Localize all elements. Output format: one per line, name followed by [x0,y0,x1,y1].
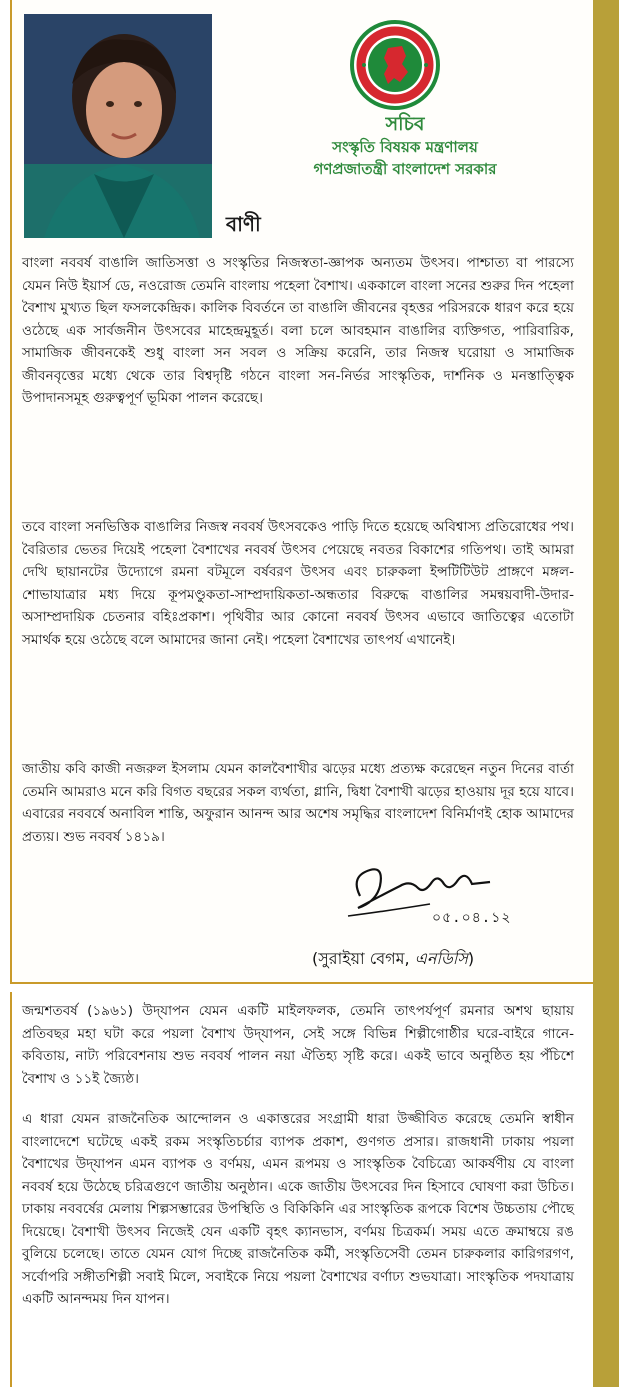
signatory-suffix: এনডিসি [414,949,468,968]
secretary-portrait [24,14,212,238]
article-paragraph-1: জন্মশতবর্ষ (১৯৬১) উদ্‌যাপন যেমন একটি মাইলফলক, তেমনি তাৎপর্যপূর্ণ রমনার অশথ ছায়ায় প্রতিবছর মহা ঘটা করে পয়লা বৈশাখ উদ্‌যাপন, সেই সঙ্গে বিভিন্ন শিল্পীগোষ্ঠীর ঘরে-বাইরে গানে-কবিতায়, নাট্য পরিবেশনায় শুভ নববর্ষ পালন নয়া ঐতিহ্য সৃষ্টি করে। একই ভাবে অনুষ্ঠিত হয় পঁচিশে বৈশাখ ও ১১ই জ্যৈষ্ঠ। [22,1003,574,1087]
sender-title-block [240,112,570,180]
government-seal-logo [350,20,440,110]
position-title: সচিব [385,113,425,135]
message-paragraph-2: তবে বাংলা সনভিত্তিক বাঙালির নিজস্ব নববর্ষ উৎসবকেও পাড়ি দিতে হয়েছে অবিশ্বাস্য প্রতিরোধের পথ। বৈরিতার ভেতর দিয়েই পহেলা বৈশাখের নববর্ষ উৎসব পেয়েছে নবতর বিকাশের গতিপথ। তাই আমরা দেখি ছায়ানটের উদ্যোগে রমনা বটমূলে বর্ষবরণ উৎসব এবং চারুকলা ইন্সটিটিউট প্রাঙ্গণে মঙ্গল-শোভাযাত্রার মধ্য দিয়ে কূপমণ্ডুকতা-সাম্প্রদায়িকতা-অন্ধতার বিরুদ্ধে বাঙালির সমন্বয়বাদী-উদার-অসাম্প্রদায়িক চেতনার বহিঃপ্রকাশ। পৃথিবীর আর কোনো নববর্ষ উৎসব এভাবে জাতিত্বের এতোটা সমার্থক হয়ে ওঠেছে বলে আমাদের জানা নেই। পহেলা বৈশাখের তাৎপর্য এখানেই। [22,519,574,648]
decorative-gold-strip [593,0,619,1387]
message-paragraph-3: জাতীয় কবি কাজী নজরুল ইসলাম যেমন কালবৈশাখীর ঝড়ের মধ্যে প্রত্যক্ষ করেছেন নতুন দিনের বার্তা তেমনি আমরাও মনে করি বিগত বছরের সকল ব্যর্থতা, গ্লানি, দ্বিধা বৈশাখী ঝড়ের হাওয়ায় দূর হয়ে যাবে। এবারের নববর্ষে অনাবিল শান্তি, অফুরান আনন্দ আর অশেষ সমৃদ্ধির বাংলাদেশ বিনির্মাণই হোক আমাদের প্রত্যয়। শুভ নববর্ষ ১৪১৯। [22,761,574,845]
message-paragraph-1: বাংলা নববর্ষ বাঙালি জাতিসত্তা ও সংস্কৃতির নিজস্বতা-জ্ঞাপক অন্যতম উৎসব। পাশ্চাত্য বা পারস্যে যেমন নিউ ইয়ার্স ডে, নওরোজ তেমনি বাংলায় পহেলা বৈশাখ। এককালে বাংলা সনের শুরুর দিন পহেলা বৈশাখ মুখ্যত ছিল ফসলকেন্দ্রিক। কালিক বিবর্তনে তা বাঙালি জীবনের বৃহত্তর পরিসরকে ধারণ করে হয়ে ওঠেছে এক সার্বজনীন উৎসবের মাহেন্দ্রমুহূর্ত। বলা চলে আবহমান বাঙালির ব্যক্তিগত, পারিবারিক, সামাজিক জীবনকেই শুধু বাংলা সন সবল ও সক্রিয় করেনি, তার নিজস্ব ঘরোয়া ও সামাজিক জীবনবৃত্তের মধ্যে থেকে তার বিশ্বদৃষ্টি গঠনে বাংলা সন-নির্ভর সাংস্কৃতিক, দার্শনিক ও মনস্তাত্ত্বিক উপাদানসমূহ গুরুত্বপূর্ণ ভূমিকা পালন করেছে। [22,255,574,406]
section-divider [0,984,593,992]
signatory-name-text: (সুরাইয়া বেগম, [312,949,415,968]
government-name: গণপ্রজাতন্ত্রী বাংলাদেশ সরকার [313,160,497,178]
article-paragraph-2: এ ধারা যেমন রাজনৈতিক আন্দোলন ও একাত্তরের সংগ্রামী ধারা উজ্জীবিত করেছে তেমনি স্বাধীন বাংলাদেশে ঘটেছে একই রকম সংস্কৃতিচর্চার ব্যাপক প্রকাশ, গুণগত প্রসার। রাজধানী ঢাকায় পয়লা বৈশাখের উদ্‌যাপন এমন ব্যাপক ও বর্ণময়, এমন রূপময় ও সাংস্কৃতিক বৈচিত্র্যে আকর্ষণীয় যে বাংলা নববর্ষ হয়ে উঠেছে চরিত্রগুণে জাতীয় অনুষ্ঠান। একে জাতীয় উৎসবের দিন হিসাবে ঘোষণা করা উচিত। ঢাকায় নববর্ষের মেলায় শিল্পসম্ভারের উপস্থিতি ও বিকিকিনি এর সাংস্কৃতিক রূপকে বিশেষ উচ্চতায় পৌছে দিয়েছে। বৈশাখী উৎসব নিজেই যেন একটি বৃহৎ ক্যানভাস, বর্ণময় চিত্রকর্ম। সময় এতে ক্রমাম্বয়ে রঙ বুলিয়ে চলেছে। তাতে যেমন যোগ দিচ্ছে রাজনৈতিক কর্মী, সংস্কৃতিসেবী তেমন চারুকলার কারিগরগণ, সর্বোপরি সঙ্গীতশিল্পী সবাই মিলে, সবাইকে নিয়ে পয়লা বৈশাখের বর্ণাঢ্য শুভযাত্রা। সাংস্কৃতিক পদযাত্রায় একটি আনন্দময় দিন যাপন। [22,1111,574,1307]
message-heading: বাণী [226,212,261,236]
ministry-name: সংস্কৃতি বিষয়ক মন্ত্রণালয় [332,138,478,156]
signatory-name [312,946,474,973]
signatory-close: ) [467,949,475,968]
signature-date: ০৫.০৪.১২ [432,910,512,926]
